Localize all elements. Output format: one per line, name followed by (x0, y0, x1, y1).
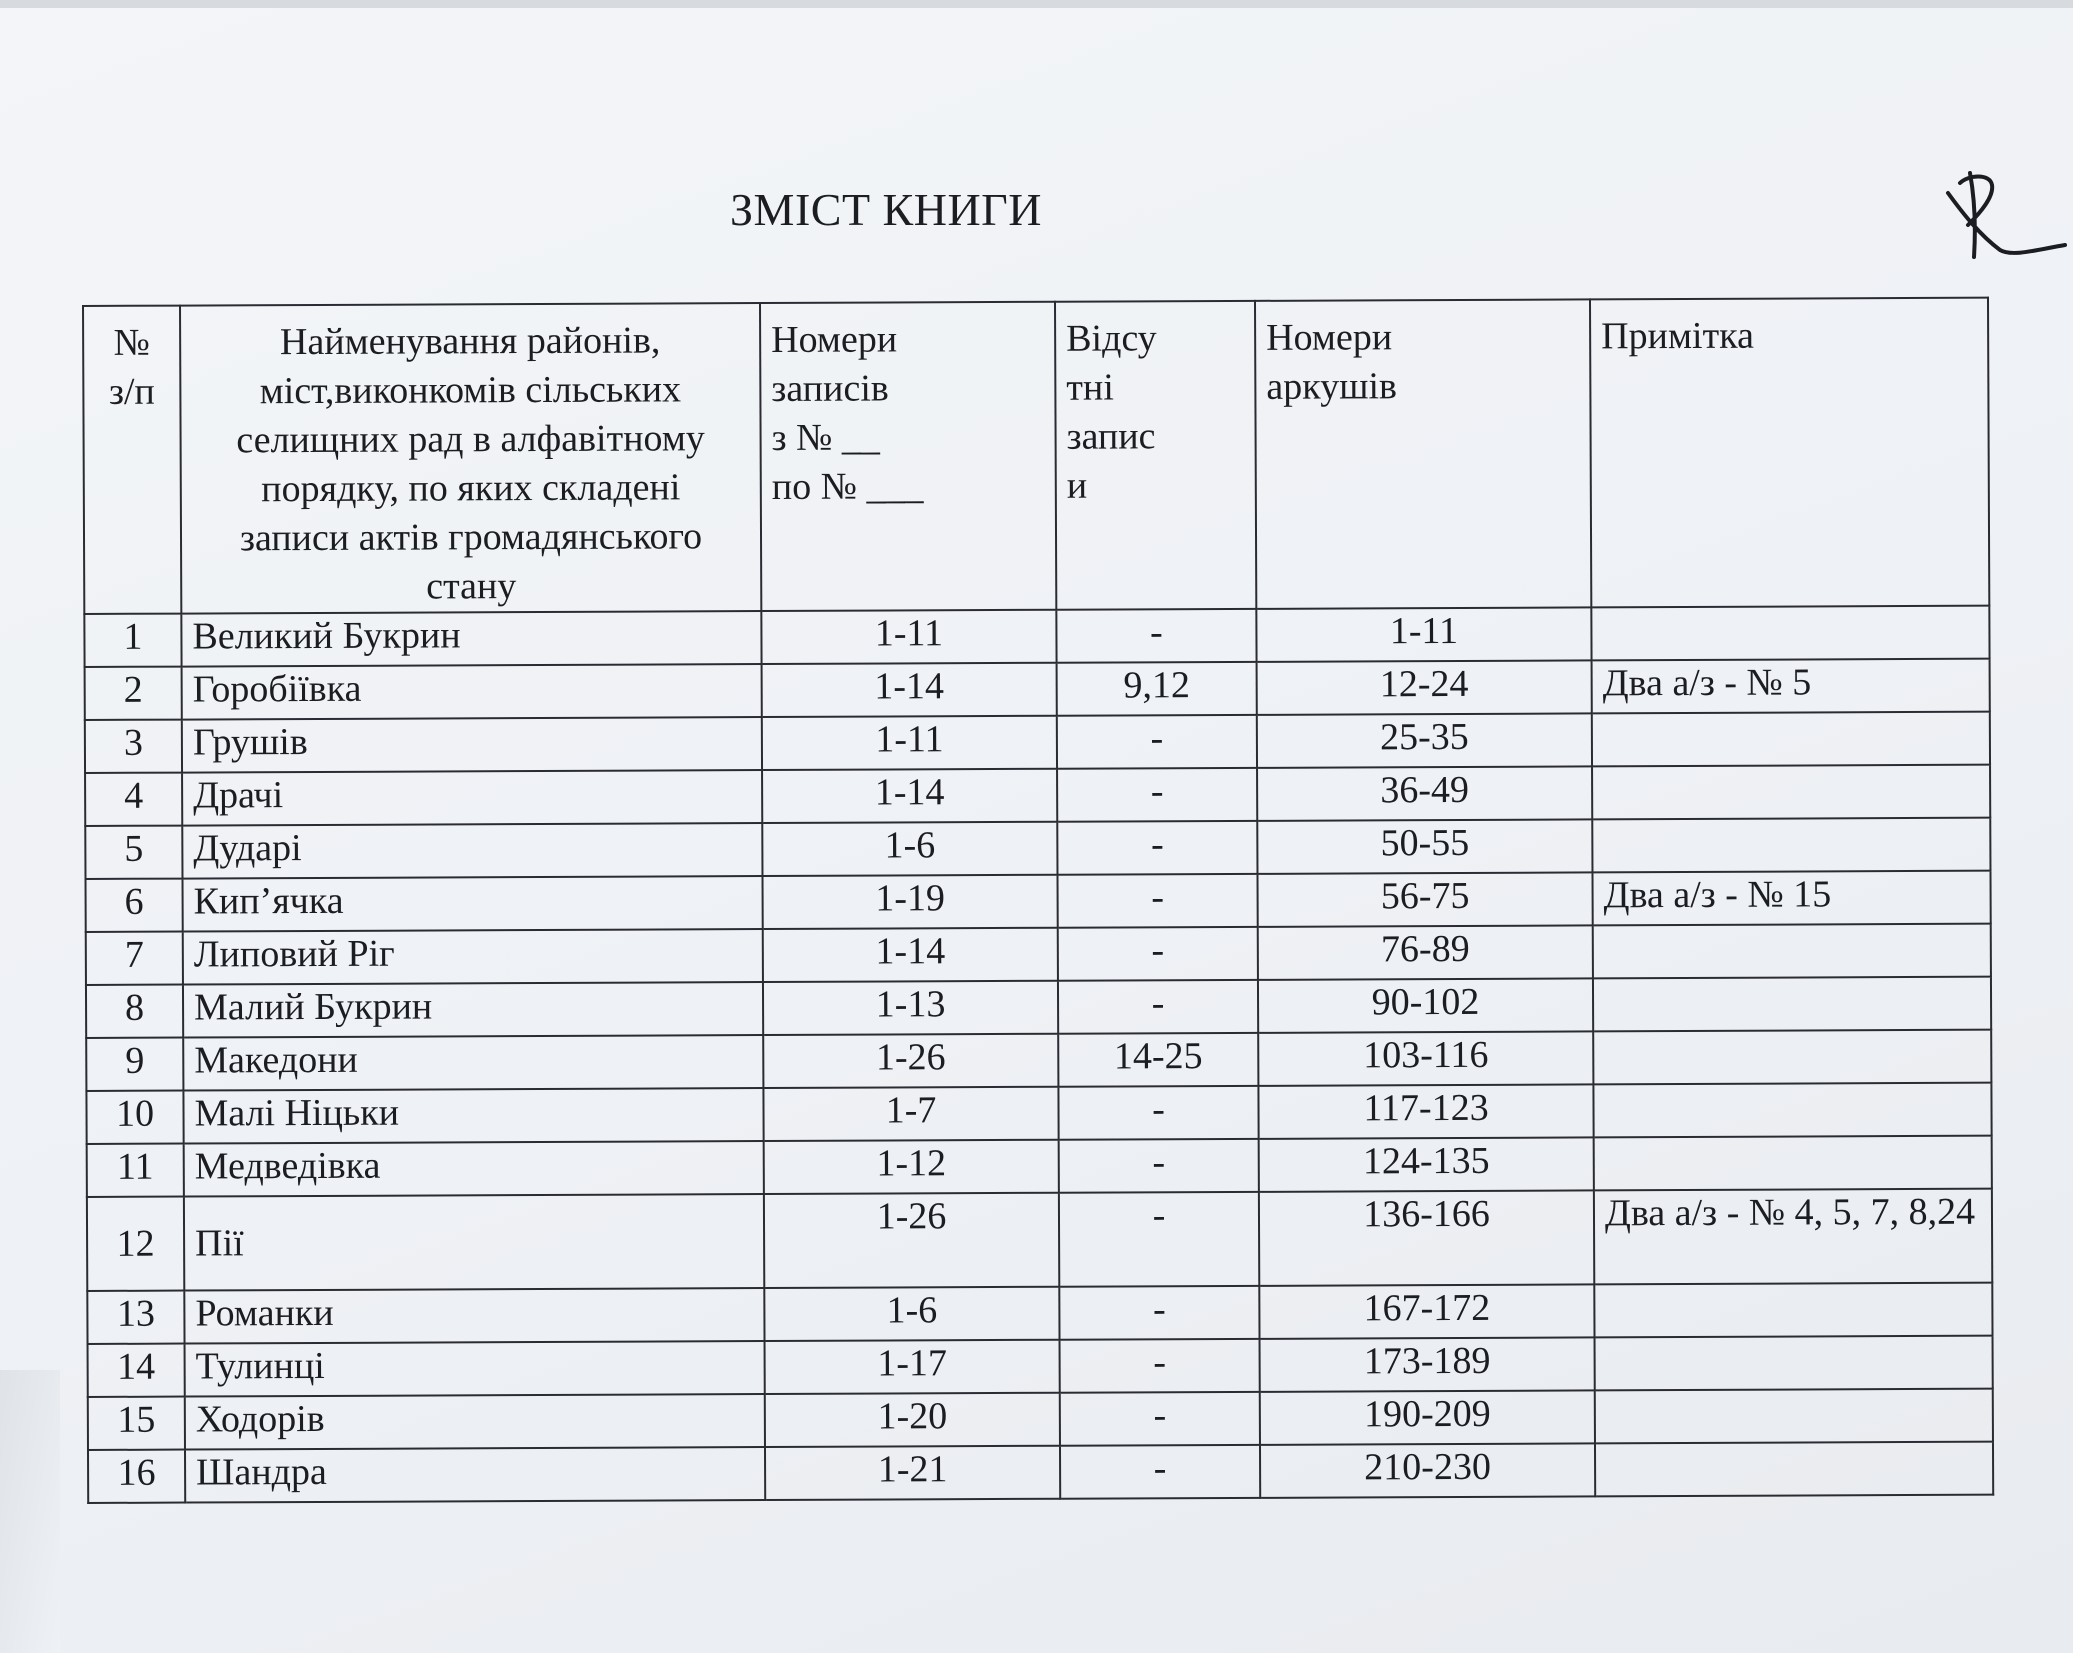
row-records: 1-6 (764, 1287, 1059, 1341)
row-sheets: 136-166 (1259, 1190, 1594, 1285)
row-records: 1-11 (762, 716, 1057, 770)
row-missing: - (1058, 1086, 1258, 1140)
row-missing: - (1059, 1286, 1259, 1340)
row-records: 1-14 (763, 928, 1058, 982)
document-title: ЗМІСТ КНИГИ (730, 184, 1042, 235)
row-number: 1 (84, 614, 181, 667)
row-number: 16 (88, 1450, 185, 1503)
row-missing: 9,12 (1057, 662, 1257, 716)
table-row (85, 712, 1990, 773)
row-missing: - (1060, 1445, 1260, 1499)
contents-table (82, 297, 1994, 1504)
row-note (1594, 1283, 1992, 1338)
table-row (86, 924, 1991, 985)
row-records: 1-12 (764, 1140, 1059, 1194)
row-sheets: 1-11 (1256, 607, 1591, 661)
table-row (84, 606, 1989, 667)
row-records: 1-7 (763, 1087, 1058, 1141)
table-row (85, 765, 1990, 826)
row-records: 1-11 (761, 610, 1056, 664)
row-records: 1-26 (764, 1193, 1059, 1288)
row-records: 1-14 (762, 769, 1057, 823)
row-name: Драчі (182, 770, 762, 826)
row-missing: 14-25 (1058, 1033, 1258, 1087)
table-row (87, 1136, 1992, 1197)
row-records: 1-20 (765, 1393, 1060, 1447)
table-row (86, 1030, 1991, 1091)
row-note (1592, 818, 1990, 873)
row-missing: - (1057, 715, 1257, 769)
row-sheets: 90-102 (1258, 978, 1593, 1032)
header-name: Найменування районів, міст,виконкомів сільських селищних рад в алфавітному порядку, по яких складені записи актів громадянського стану (180, 303, 761, 614)
row-sheets: 173-189 (1260, 1337, 1595, 1391)
row-missing: - (1059, 1139, 1259, 1193)
table-row (85, 659, 1990, 720)
row-records: 1-21 (765, 1446, 1060, 1500)
row-name: Малий Букрин (183, 982, 763, 1038)
row-missing: - (1060, 1392, 1260, 1446)
row-name: Дударі (182, 823, 762, 879)
row-note (1594, 1136, 1992, 1191)
row-sheets: 210-230 (1260, 1443, 1595, 1497)
header-sheet-numbers: Номери аркушів (1255, 299, 1591, 608)
row-note (1595, 1336, 1993, 1391)
row-number: 4 (85, 773, 182, 826)
row-missing: - (1059, 1192, 1259, 1287)
row-note (1593, 977, 1991, 1032)
header-note: Примітка (1590, 298, 1989, 608)
row-number: 14 (88, 1344, 185, 1397)
row-sheets: 12-24 (1257, 660, 1592, 714)
row-number: 6 (86, 879, 183, 932)
row-sheets: 167-172 (1259, 1284, 1594, 1338)
row-number: 12 (87, 1197, 184, 1291)
row-note: Два а/з - № 5 (1592, 659, 1990, 714)
table-row (88, 1336, 1993, 1397)
row-records: 1-17 (765, 1340, 1060, 1394)
row-note (1593, 924, 1991, 979)
header-row (83, 298, 1989, 614)
row-missing: - (1058, 980, 1258, 1034)
row-records: 1-13 (763, 981, 1058, 1035)
row-missing: - (1056, 609, 1256, 663)
row-number: 13 (87, 1291, 184, 1344)
row-records: 1-6 (762, 822, 1057, 876)
row-number: 11 (87, 1144, 184, 1197)
row-sheets: 36-49 (1257, 766, 1592, 820)
row-number: 7 (86, 932, 183, 985)
row-sheets: 103-116 (1258, 1031, 1593, 1085)
row-note: Два а/з - № 15 (1592, 871, 1990, 926)
row-sheets: 76-89 (1258, 925, 1593, 979)
row-note (1591, 606, 1989, 661)
row-name: Медведівка (184, 1141, 764, 1197)
row-missing: - (1057, 821, 1257, 875)
row-name: Малі Ніцьки (183, 1088, 763, 1144)
row-number: 3 (85, 720, 182, 773)
table-row (85, 818, 1990, 879)
paper-fold-shadow (0, 1370, 60, 1653)
row-name: Шандра (185, 1447, 765, 1503)
row-missing: - (1057, 874, 1257, 928)
row-name: Пії (184, 1194, 764, 1291)
table-row (86, 977, 1991, 1038)
table-row (86, 1083, 1991, 1144)
row-sheets: 50-55 (1257, 819, 1592, 873)
row-name: Ходорів (185, 1394, 765, 1450)
row-sheets: 190-209 (1260, 1390, 1595, 1444)
row-note (1595, 1442, 1993, 1497)
row-name: Романки (184, 1288, 764, 1344)
row-name: Грушів (182, 717, 762, 773)
row-number: 5 (85, 826, 182, 879)
row-records: 1-26 (763, 1034, 1058, 1088)
table-row (86, 871, 1991, 932)
row-records: 1-19 (762, 875, 1057, 929)
row-number: 2 (85, 667, 182, 720)
row-missing: - (1060, 1339, 1260, 1393)
table-row (88, 1389, 1993, 1450)
row-sheets: 25-35 (1257, 713, 1592, 767)
row-name: Великий Букрин (181, 611, 761, 667)
row-note (1593, 1030, 1991, 1085)
table-row (87, 1283, 1992, 1344)
row-name: Македони (183, 1035, 763, 1091)
row-sheets: 56-75 (1257, 872, 1592, 926)
row-missing: - (1057, 768, 1257, 822)
row-missing: - (1058, 927, 1258, 981)
row-number: 15 (88, 1397, 185, 1450)
header-missing-records: Відсу тні запис и (1055, 301, 1256, 610)
row-sheets: 124-135 (1259, 1137, 1594, 1191)
table-row (87, 1189, 1992, 1291)
row-note: Два а/з - № 4, 5, 7, 8,24 (1594, 1189, 1992, 1285)
row-name: Липовий Ріг (183, 929, 763, 985)
row-name: Тулинці (185, 1341, 765, 1397)
row-name: Кип’ячка (183, 876, 763, 932)
row-number: 9 (86, 1038, 183, 1091)
row-note (1593, 1083, 1991, 1138)
row-note (1592, 765, 1990, 820)
row-name: Горобіївка (182, 664, 762, 720)
row-number: 8 (86, 985, 183, 1038)
header-number: № з/п (83, 306, 181, 614)
signature-initials-icon (1940, 165, 2070, 265)
row-number: 10 (86, 1091, 183, 1144)
header-record-numbers: Номери записів з № __ по № ___ (760, 302, 1056, 611)
row-sheets: 117-123 (1258, 1084, 1593, 1138)
row-note (1592, 712, 1990, 767)
row-note (1595, 1389, 1993, 1444)
row-records: 1-14 (762, 663, 1057, 717)
table-row (88, 1442, 1993, 1503)
